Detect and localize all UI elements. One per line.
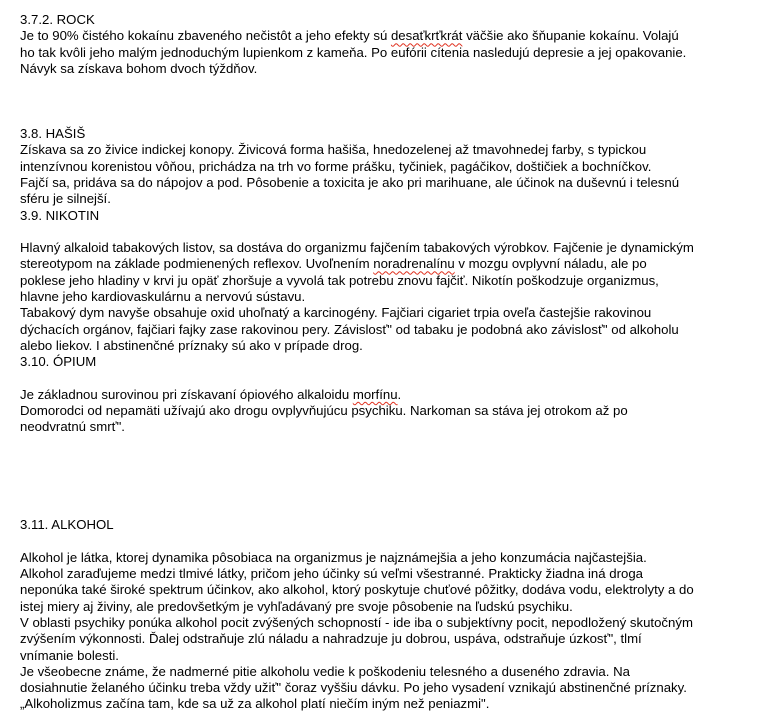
text-line: Alkohol je látka, ktorej dynamika pôsobiaca na organizmus je najznámejšia a jeho konzumácia najčastejšia. (20, 549, 647, 565)
blank-line (20, 77, 760, 93)
text-line: Fajčí sa, pridáva sa do nápojov a pod. Pôsobenie a toxicita je ako pri marihuane, ale účinok na duševnú i telesnú (20, 174, 680, 190)
text-line: istej miery aj živiny, ale predovšetkým je vyhľadávaný pre svoje pôsobenie na ľudskú psychiku. (20, 598, 573, 614)
text-line: V oblasti psychiky ponúka alkohol pocit zvýšených schopností - ide iba o subjektívny pocit, nepodložený skutočným (20, 614, 693, 630)
text-line: „Alkoholizmus začína tam, kde sa už za alkohol platí niečím iným než peniazmi". (20, 696, 490, 712)
text-line: 3.8. HAŠIŠ (20, 126, 86, 142)
text-line: intenzívnou korenistou vôňou, prichádza na trh vo forme prášku, tyčiniek, pagáčikov, doštičiek a bochníčkov. (20, 158, 652, 174)
misspelled-word: noradrenalínu (373, 256, 455, 272)
text-line: stereotypom na základe podmienených reflexov. Uvoľnením noradrenalínu v mozgu ovplyvní náladu, ale po (20, 256, 647, 272)
text-line: 3.7.2. ROCK (20, 12, 95, 27)
blank-line (20, 501, 760, 517)
text-line: zvýšením výkonnosti. Ďalej odstraňuje zlú náladu a nahradzuje ju dobrou, uspáva, odstraňuje úzkosť", tlmí (20, 631, 642, 647)
text-line: neodvratnú smrť". (20, 419, 125, 435)
text-line: ho tak kvôli jeho malým jednoduchým lupienkom z kameňa. Po eufórii cítenia nasledujú depresie a jej opakovanie. (20, 44, 687, 60)
text-line: 3.11. ALKOHOL (20, 517, 114, 533)
text-line: vnímanie bolesti. (20, 647, 119, 663)
text-line: poklese jeho hladiny v krvi ju opäť zhoršuje a vyvolá tak potrebu znovu fajčiť. Nikotín poškodzuje organizmus, (20, 272, 659, 288)
text-line: alebo liekov. I abstinenčné príznaky sú ako v prípade drog. (20, 337, 363, 353)
misspelled-word: desaťkrťkrát (390, 28, 463, 44)
text-line: hlavne jeho kardiovaskulárnu a nervovú sústavu. (20, 289, 306, 305)
blank-line (20, 452, 760, 468)
misspelled-word: morfínu (352, 386, 398, 402)
text-line: dýchacích orgánov, fajčiari fajky zase rakovinou pery. Závislosť" od tabaku je podobná ako závislosť" od alkoholu (20, 321, 679, 337)
text-line: dosiahnutie želaného účinku treba vždy užiť" čoraz vyššiu dávku. Po jeho vysadení vznikajú abstinenčné príznaky. (20, 680, 687, 696)
text-line: neponúka také široké spektrum účinkov, ako alkohol, ktorý poskytuje chuťové pôžitky, dodáva vodu, elektrolyty a do (20, 582, 694, 598)
blank-line (20, 93, 760, 109)
text-line: Alkohol zaraďujeme medzi tlmivé látky, pričom jeho účinky sú veľmi všestranné. Prakticky žiadna iná droga (20, 566, 643, 582)
text-line: sféru je silnejší. (20, 191, 111, 207)
text-line: Je základnou surovinou pri získavaní ópiového alkaloidu morfínu. (20, 386, 402, 402)
blank-line (20, 224, 760, 240)
text-line: Je to 90% čistého kokaínu zbaveného nečistôt a jeho efekty sú desaťkrťkrát väčšie ako šňupanie kokaínu. Volajú (20, 28, 679, 44)
text-line: Domorodci od nepamäti užívajú ako drogu ovplyvňujúcu psychiku. Narkoman sa stáva jej otrokom až po (20, 403, 628, 419)
blank-line (20, 468, 760, 484)
text-line: Návyk sa získava bohom dvoch týždňov. (20, 60, 258, 76)
text-line: Získava sa zo živice indickej konopy. Živicová forma hašiša, hnedozelenej až tmavohnedej farby, s typickou (20, 142, 647, 158)
blank-line (20, 436, 760, 452)
text-line: Je všeobecne známe, že nadmerné pitie alkoholu vedie k poškodeniu telesného a duseného zdravia. Na (20, 663, 630, 679)
blank-line (20, 110, 760, 126)
text-line: Tabakový dym navyše obsahuje oxid uhoľnatý a karcinogény. Fajčiari cigariet trpia oveľa častejšie rakovinou (20, 305, 652, 321)
text-line: 3.9. NIKOTIN (20, 207, 100, 223)
text-line: 3.10. ÓPIUM (20, 354, 97, 370)
document-body (20, 12, 760, 713)
blank-line (20, 371, 760, 387)
text-line: Hlavný alkaloid tabakových listov, sa dostáva do organizmu fajčením tabakových výrobkov. Fajčenie je dynamickým (20, 240, 694, 256)
blank-line (20, 485, 760, 501)
blank-line (20, 534, 760, 550)
